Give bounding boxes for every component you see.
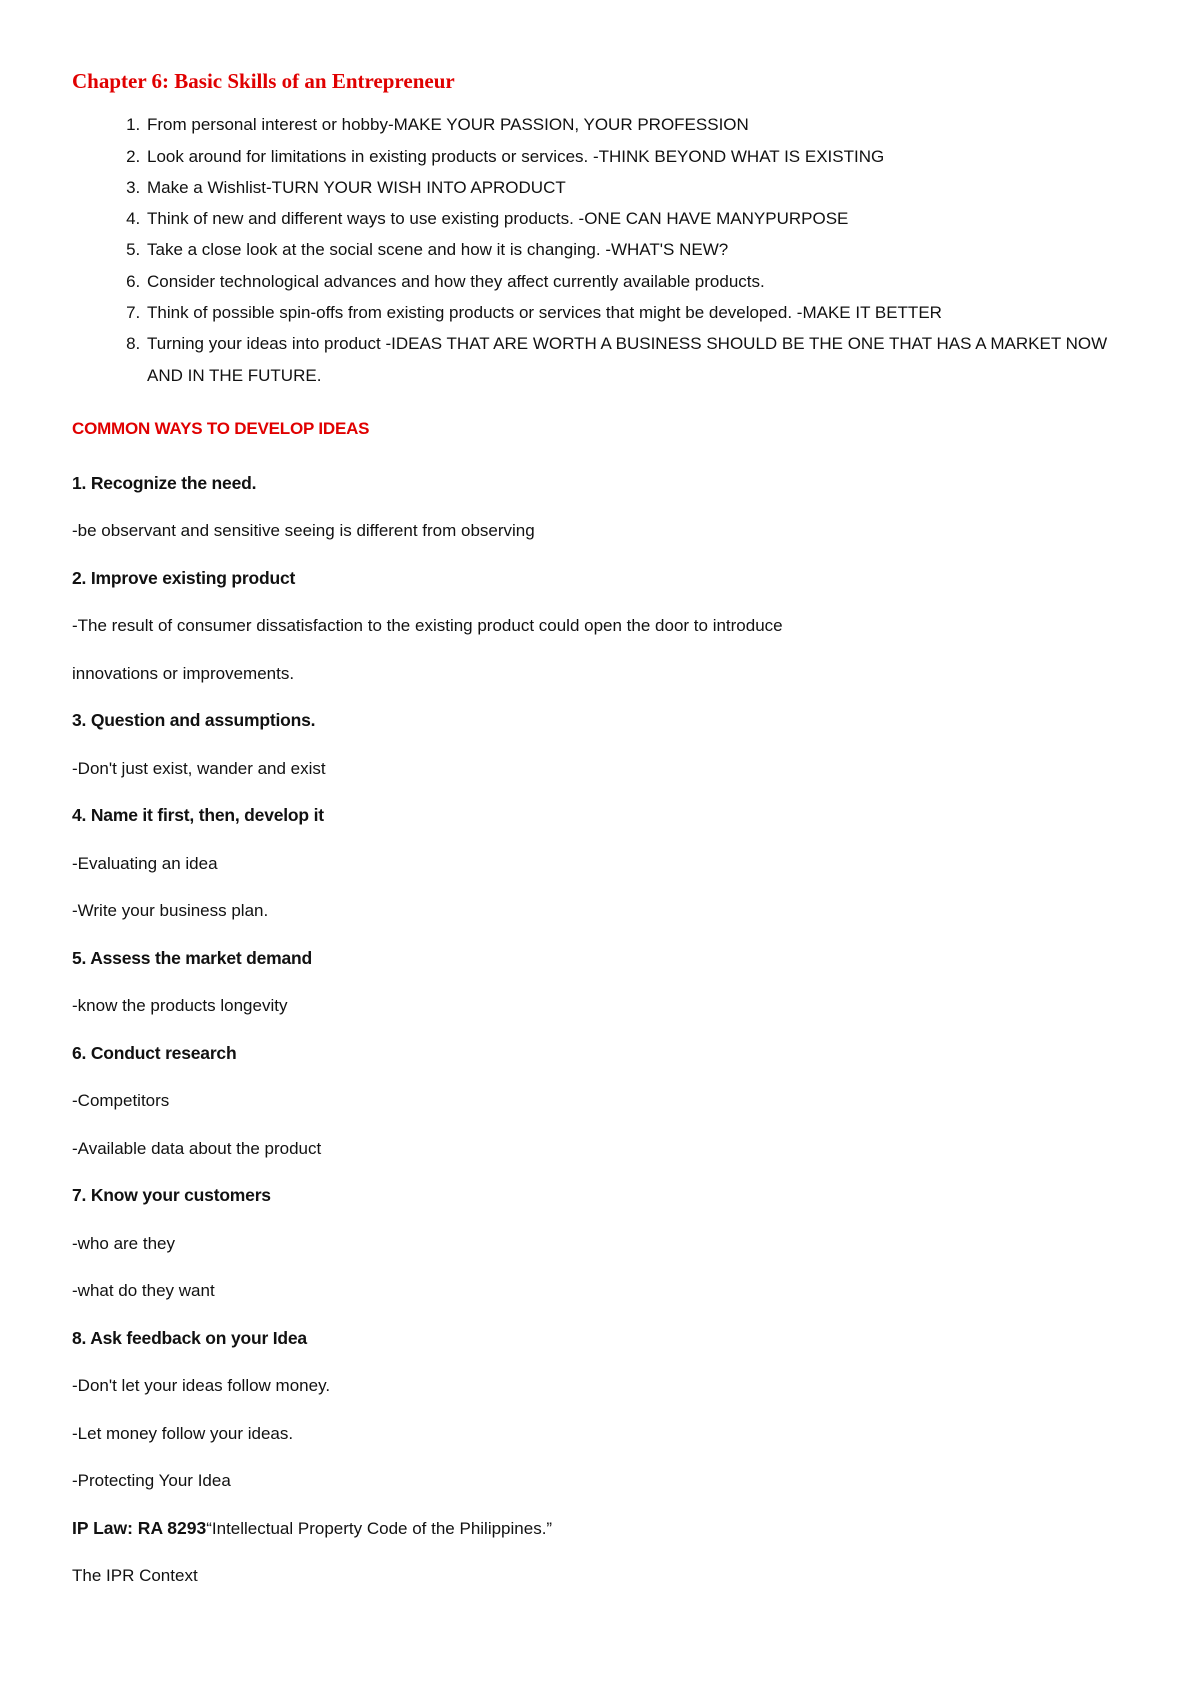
step-text: -Let money follow your ideas. <box>72 1423 294 1443</box>
step-8 <box>72 1315 1132 1505</box>
step-heading: 1. Recognize the need. <box>72 472 257 493</box>
step-text: -Don't let your ideas follow money. <box>72 1376 331 1396</box>
list-item: 2. Look around for limitations in existing products or services. -THINK BEYOND WHAT IS EXISTING <box>145 141 1132 172</box>
section-heading: COMMON WAYS TO DEVELOP IDEAS <box>72 418 370 438</box>
list-item: 1. From personal interest or hobby-MAKE YOUR PASSION, YOUR PROFESSION <box>145 109 1132 140</box>
list-item: 7. Think of possible spin-offs from existing products or services that might be developed. -MAKE IT BETTER <box>145 297 1132 328</box>
ip-law-line <box>72 1505 1132 1553</box>
step-heading: 4. Name it first, then, develop it <box>72 805 324 826</box>
step-text: -who are they <box>72 1233 175 1253</box>
list-item: 8. Turning your ideas into product -IDEAS THAT ARE WORTH A BUSINESS SHOULD BE THE ONE THAT HAS A MARKET NOW AND IN THE FUTURE. <box>145 328 1132 391</box>
list-item: 3. Make a Wishlist-TURN YOUR WISH INTO APRODUCT <box>145 172 1132 203</box>
step-text: -Don't just exist, wander and exist <box>72 758 326 778</box>
step-text: -what do they want <box>72 1281 215 1301</box>
step-3 <box>72 697 1132 792</box>
step-text: -Evaluating an idea <box>72 853 218 873</box>
list-item: 5. Take a close look at the social scene and how it is changing. -WHAT'S NEW? <box>145 234 1132 265</box>
ipr-context: The IPR Context <box>72 1566 198 1586</box>
step-text: innovations or improvements. <box>72 663 295 683</box>
ip-law-title: “Intellectual Property Code of the Philippines.” <box>206 1518 553 1538</box>
step-text: -Competitors <box>72 1091 170 1111</box>
step-text: -know the products longevity <box>72 996 288 1016</box>
step-heading: 7. Know your customers <box>72 1185 271 1206</box>
step-text: -Protecting Your Idea <box>72 1471 231 1491</box>
step-6 <box>72 1030 1132 1173</box>
chapter-title: Chapter 6: Basic Skills of an Entrepreneur <box>72 69 455 93</box>
step-5 <box>72 935 1132 1030</box>
step-heading: 8. Ask feedback on your Idea <box>72 1327 307 1348</box>
ip-law-label: IP Law: RA 8293 <box>72 1517 207 1538</box>
step-4 <box>72 792 1132 935</box>
step-text: -be observant and sensitive seeing is different from observing <box>72 521 535 541</box>
step-heading: 2. Improve existing product <box>72 567 296 588</box>
step-heading: 3. Question and assumptions. <box>72 710 316 731</box>
step-text: -Write your business plan. <box>72 901 269 921</box>
step-1 <box>72 460 1132 555</box>
step-text: -Available data about the product <box>72 1138 322 1158</box>
step-7 <box>72 1172 1132 1315</box>
step-heading: 6. Conduct research <box>72 1042 237 1063</box>
document-page <box>72 68 1132 1600</box>
idea-list <box>72 109 1132 391</box>
step-heading: 5. Assess the market demand <box>72 947 313 968</box>
list-item: 4. Think of new and different ways to use existing products. -ONE CAN HAVE MANYPURPOSE <box>145 203 1132 234</box>
step-text: -The result of consumer dissatisfaction to the existing product could open the door to introduce <box>72 616 783 636</box>
step-2 <box>72 555 1132 698</box>
list-item: 6. Consider technological advances and how they affect currently available products. <box>145 266 1132 297</box>
